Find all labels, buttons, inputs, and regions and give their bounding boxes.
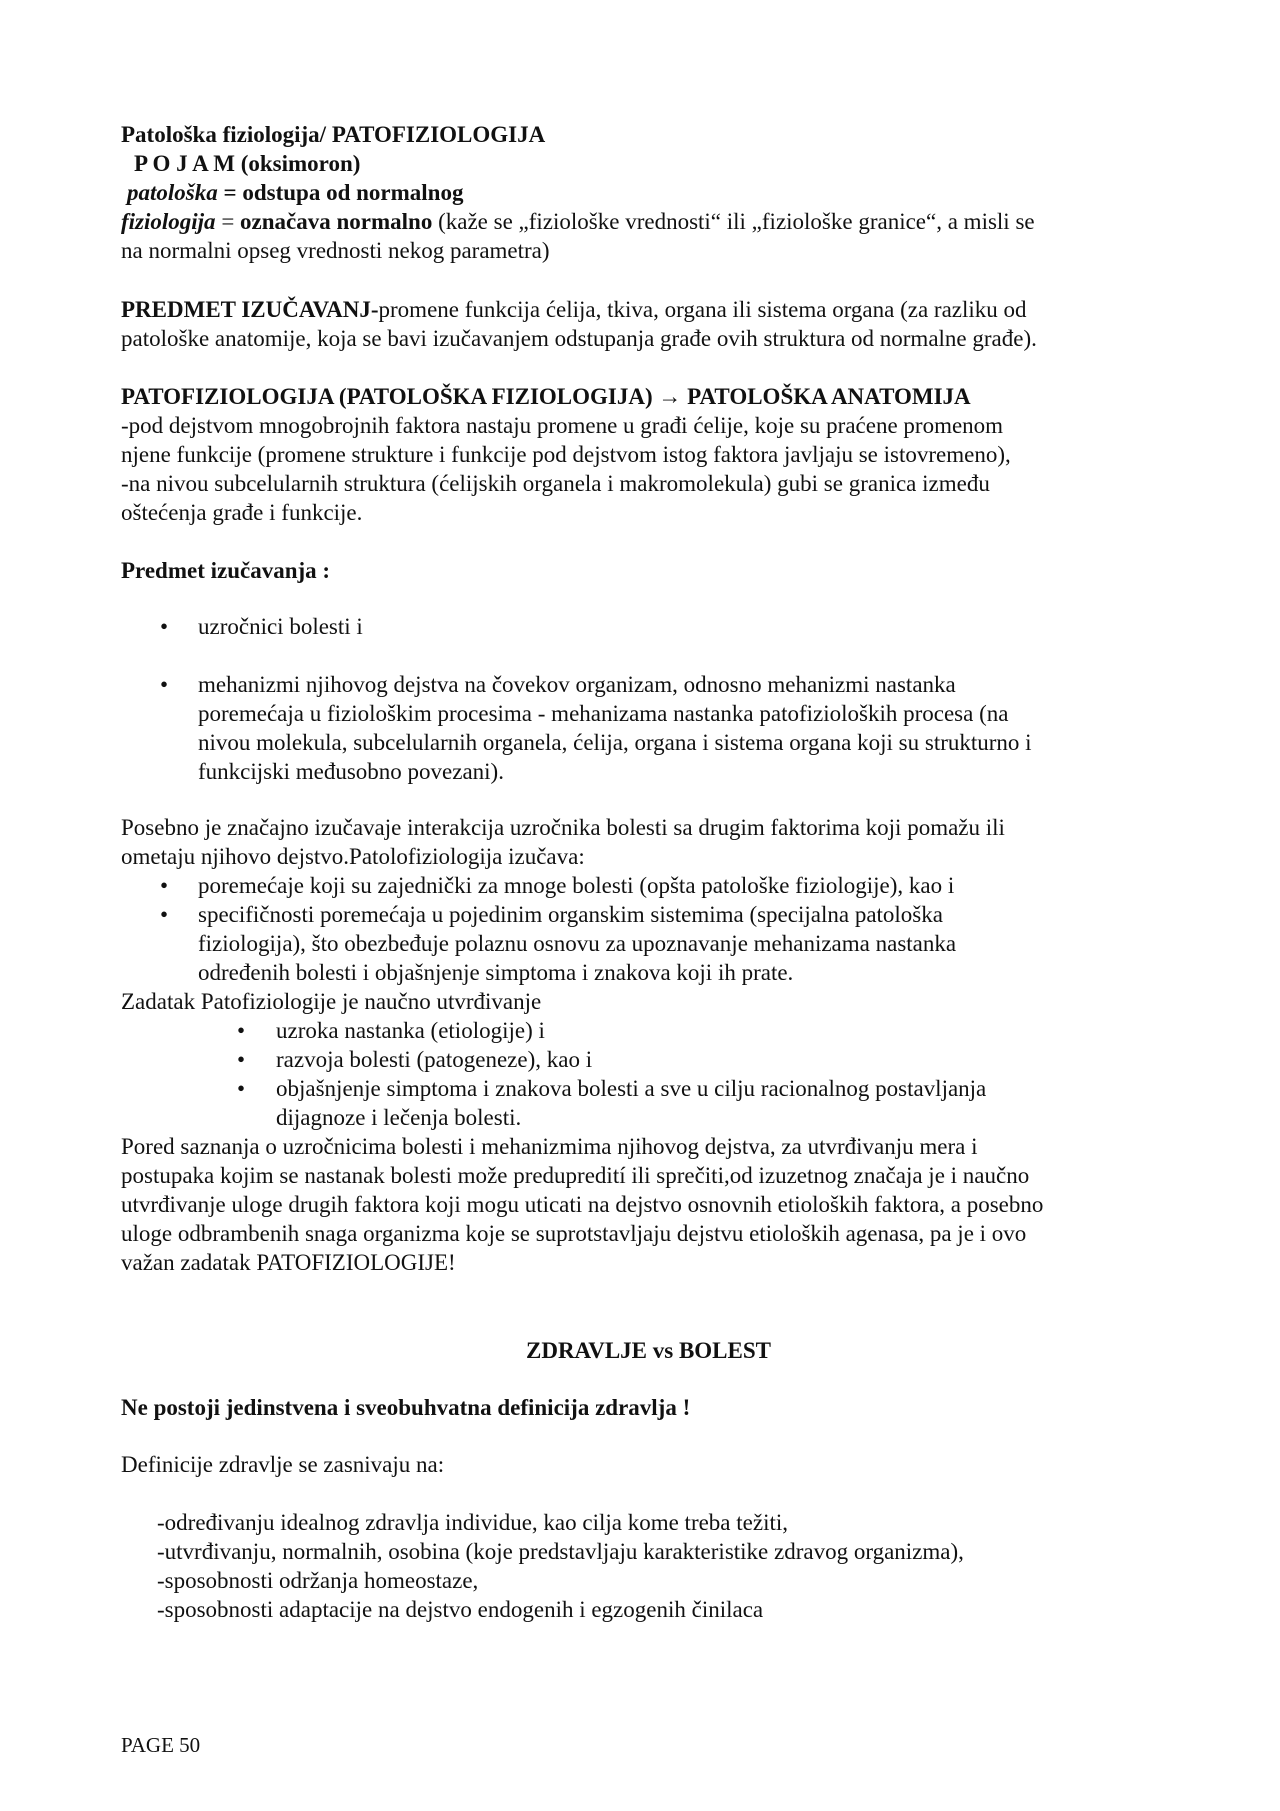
list-item-uzroka: uzroka nastanka (etiologije) i bbox=[276, 1018, 545, 1043]
specificnosti-line: fiziologija), što obezbeđuje polaznu osnovu za upoznavanje mehanizama nastanka bbox=[198, 931, 957, 956]
definicije-intro: Definicije zdravlje se zasnivaju na: bbox=[121, 1452, 445, 1477]
patofiz-line: -na nivou subcelularnih struktura (ćelijskih organela i makromolekula) gubi se granica između bbox=[121, 471, 990, 496]
specificnosti-line: specifičnosti poremećaja u pojedinim organskim sistemima (specijalna patološka bbox=[198, 902, 943, 927]
list-item-razvoja: razvoja bolesti (patogeneze), kao i bbox=[276, 1047, 593, 1072]
list-item-specificnosti bbox=[198, 900, 956, 987]
predmet-text1: promene funkcija ćelija, tkiva, organa ili sistema organa (za razliku od bbox=[378, 297, 1027, 322]
patofiz-line: oštećenja građe i funkcije. bbox=[121, 500, 363, 525]
patofiz-line: njene funkcije (promene strukture i funkcije pod dejstvom istog faktora javljaju se istovremeno), bbox=[121, 442, 1011, 467]
list-item-poremecaje: poremećaje koji su zajednički za mnoge bolesti (opšta patološke fiziologije), kao i bbox=[198, 873, 955, 898]
list-item-mehanizmi bbox=[198, 670, 1032, 786]
bullet-icon: • bbox=[237, 1018, 246, 1043]
pored-line: utvrđivanje uloge drugih faktora koji mogu uticati na dejstvo osnovnih etioloških faktora, a posebno bbox=[121, 1192, 1044, 1217]
predmet-block bbox=[121, 295, 1176, 353]
mehanizmi-line: funkcijski međusobno povezani). bbox=[198, 759, 504, 784]
definicije-item: -utvrđivanju, normalnih, osobina (koje predstavljaju karakteristike zdravog organizma), bbox=[157, 1539, 964, 1564]
list-item-objasnjenje bbox=[276, 1074, 986, 1132]
mehanizmi-line: mehanizmi njihovog dejstva na čovekov organizam, odnosno mehanizmi nastanka bbox=[198, 672, 956, 697]
zdravlje-heading-block bbox=[121, 1336, 1176, 1365]
fiziologija-def-rest: (kaže se „fiziološke vrednosti“ ili „fiziološke granice“, a misli se bbox=[432, 209, 1035, 234]
definicije-item: -određivanju idealnog zdravlja individue, kao cilja kome treba težiti, bbox=[157, 1510, 788, 1535]
fiziologija-definition bbox=[121, 207, 1176, 236]
pored-line: važan zadatak PATOFIZIOLOGIJE! bbox=[121, 1250, 456, 1275]
specificnosti-line: određenih bolesti i objašnjenje simptoma i znakova koji ih prate. bbox=[198, 960, 794, 985]
predmet-izucavanja-heading: Predmet izučavanja : bbox=[121, 558, 331, 583]
posebno-block bbox=[121, 813, 1176, 871]
patofiziologija-heading: PATOFIZIOLOGIJA (PATOLOŠKA FIZIOLOGIJA) → PATOLOŠKA ANATOMIJA bbox=[121, 384, 971, 409]
definicije-item: -sposobnosti održanja homeostaze, bbox=[157, 1568, 479, 1593]
definicije-item: -sposobnosti adaptacije na dejstvo endogenih i egzogenih činilaca bbox=[157, 1597, 764, 1622]
objasnjenje-line: dijagnoze i lečenja bolesti. bbox=[276, 1105, 522, 1130]
pored-block bbox=[121, 1132, 1176, 1277]
fiziologija-line2: na normalni opseg vrednosti nekog parametra) bbox=[121, 238, 550, 263]
zdravlje-subheading: Ne postoji jedinstvena i sveobuhvatna definicija zdravlja ! bbox=[121, 1395, 691, 1420]
fiziologija-def-bold: označava normalno bbox=[240, 209, 433, 234]
pored-line: Pored saznanja o uzročnicima bolesti i mehanizmima njihovog dejstva, za utvrđivanju mera i bbox=[121, 1134, 978, 1159]
definicije-intro-block bbox=[121, 1450, 1176, 1479]
fiziologija-eq: = bbox=[215, 209, 241, 234]
patoloska-term: patološka bbox=[127, 180, 218, 205]
document-title: Patološka fiziologija/ PATOFIZIOLOGIJA bbox=[121, 122, 546, 147]
zdravlje-heading: ZDRAVLJE vs BOLEST bbox=[526, 1338, 771, 1363]
predmet-line2: patološke anatomije, koja se bavi izučavanjem odstupanja građe ovih struktura od normalne građe). bbox=[121, 326, 1037, 351]
page-number: PAGE 50 bbox=[121, 1733, 201, 1757]
patofiz-line: -pod dejstvom mnogobrojnih faktora nastaju promene u građi ćelije, koje su praćene promenom bbox=[121, 413, 1004, 438]
bullet-icon: • bbox=[237, 1047, 246, 1072]
mehanizmi-line: nivou molekula, subcelularnih organela, ćelija, organa i sistema organa koji su strukturno i bbox=[198, 730, 1032, 755]
predmet-label: PREDMET IZUČAVANJ- bbox=[121, 297, 379, 322]
bullet-icon: • bbox=[160, 873, 169, 898]
posebno-line: Posebno je značajno izučavaje interakcija uzročnika bolesti sa drugim faktorima koji pomažu ili bbox=[121, 815, 1005, 840]
bullet-icon: • bbox=[160, 614, 169, 639]
pojam-heading: P O J A M (oksimoron) bbox=[134, 151, 361, 176]
patoloska-definition bbox=[121, 178, 1176, 207]
objasnjenje-line: objašnjenje simptoma i znakova bolesti a sve u cilju racionalnog postavljanja bbox=[276, 1076, 987, 1101]
zadatak-intro: Zadatak Patofiziologije je naučno utvrđivanje bbox=[121, 989, 542, 1014]
bullet-icon: • bbox=[160, 672, 169, 697]
patofiziologija-block bbox=[121, 382, 1176, 527]
bullet-icon: • bbox=[160, 902, 169, 927]
pored-line: uloge odbrambenih snaga organizma koje se suprotstavljaju dejstvu etioloških agenasa, pa je i ovo bbox=[121, 1221, 1027, 1246]
zadatak-block bbox=[121, 987, 1176, 1016]
zdravlje-subheading-block bbox=[121, 1393, 1176, 1422]
list-item-uzrocnici: uzročnici bolesti i bbox=[198, 614, 363, 639]
predmet-izucavanja-heading-block bbox=[121, 556, 1176, 585]
predmet-line1 bbox=[121, 295, 1176, 324]
bullet-icon: • bbox=[237, 1076, 246, 1101]
fiziologija-term: fiziologija bbox=[121, 209, 216, 234]
posebno-line: ometaju njihovo dejstvo.Patolofiziologija izučava: bbox=[121, 844, 585, 869]
title-block bbox=[121, 120, 1176, 265]
definicije-list bbox=[157, 1508, 1212, 1624]
mehanizmi-line: poremećaja u fiziološkim procesima - mehanizama nastanka patofizioloških procesa (na bbox=[198, 701, 1009, 726]
pored-line: postupaka kojim se nastanak bolesti može predupredití ili sprečiti,od izuzetnog značaja je i naučno bbox=[121, 1163, 1030, 1188]
patoloska-def: = odstupa od normalnog bbox=[223, 180, 464, 205]
